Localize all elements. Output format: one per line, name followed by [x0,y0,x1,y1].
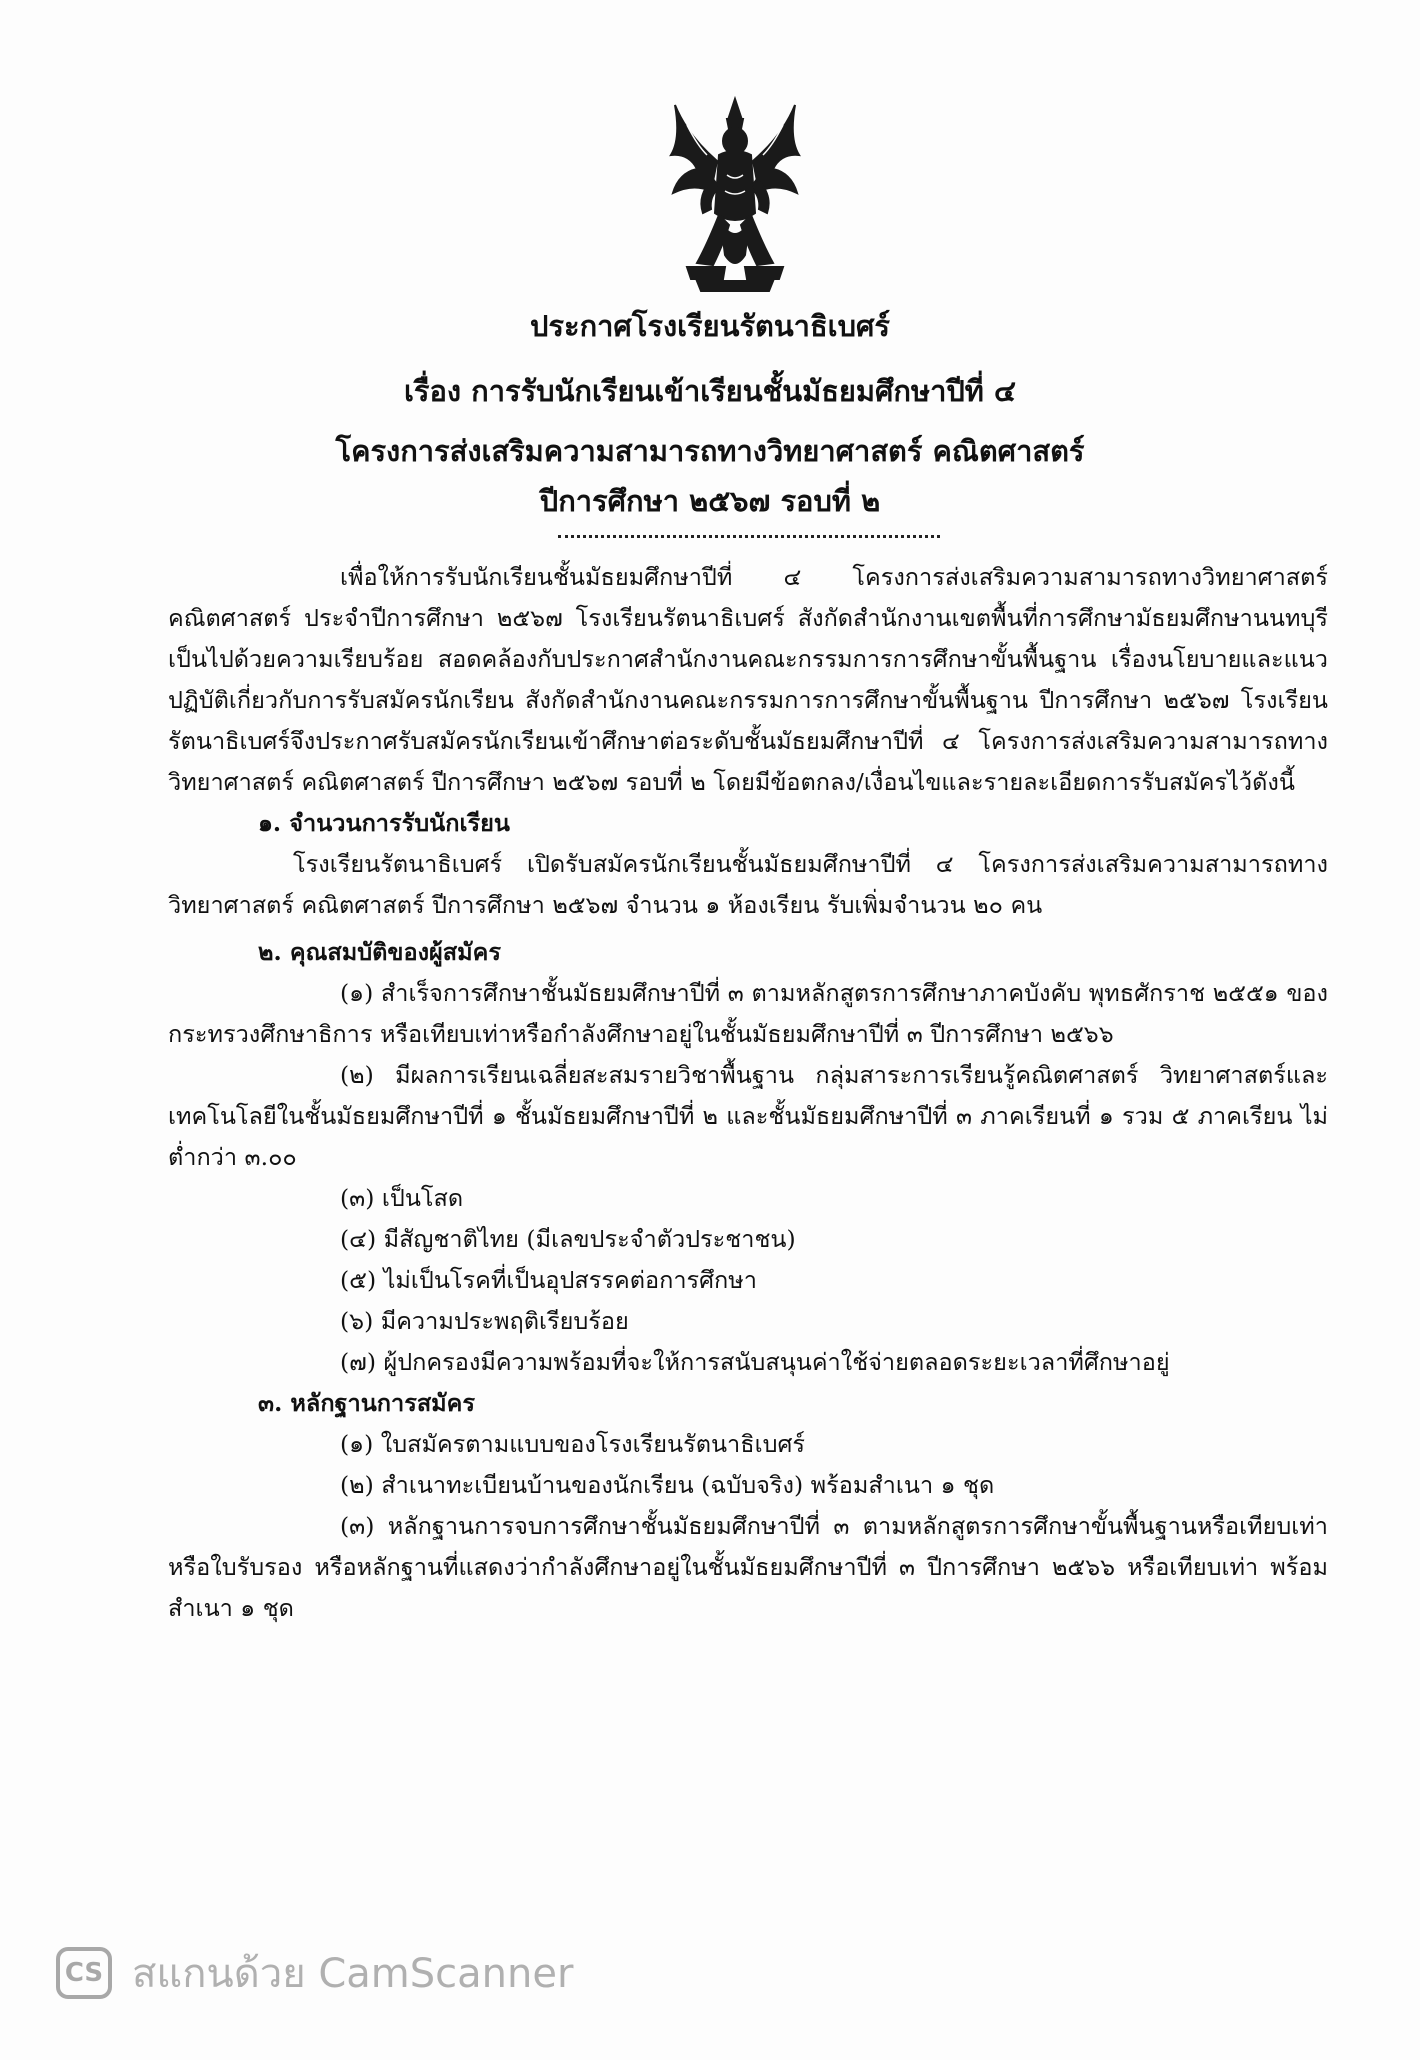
camscanner-logo-icon: CS [56,1947,112,1999]
announcement-year: ปีการศึกษา ๒๕๖๗ รอบที่ ๒ [539,484,881,518]
list-item: (๒) มีผลการเรียนเฉลี่ยสะสมรายวิชาพื้นฐาน กลุ่มสาระการเรียนรู้คณิตศาสตร์ วิทยาศาสตร์และเทคโนโลยีในชั้นมัธยมศึกษาปีที่ ๑ ชั้นมัธยมศึกษาปีที่ ๒ และชั้นมัธยมศึกษาปีที่ ๓ ภาคเรียนที่ ๑ รวม ๕ ภาคเรียน ไม่ต่ำกว่า ๓.๐๐ [168,1061,1328,1171]
announcement-title: ประกาศโรงเรียนรัตนาธิเบศร์ [530,309,890,343]
watermark-text: สแกนด้วย CamScanner [132,1951,574,1997]
list-item: (๒) สำเนาทะเบียนบ้านของนักเรียน (ฉบับจริง) พร้อมสำเนา ๑ ชุด [340,1471,995,1499]
section-title: ๓. หลักฐานการสมัคร [258,1389,475,1417]
list-item: (๔) มีสัญชาติไทย (มีเลขประจำตัวประชาชน) [340,1225,796,1253]
document-body [168,557,1328,1629]
announcement-subject: เรื่อง การรับนักเรียนเข้าเรียนชั้นมัธยมศึกษาปีที่ ๔ [404,374,1016,408]
list-item: (๕) ไม่เป็นโรคที่เป็นอุปสรรคต่อการศึกษา [340,1266,757,1294]
section-paragraph: โรงเรียนรัตนาธิเบศร์ เปิดรับสมัครนักเรียนชั้นมัธยมศึกษาปีที่ ๔ โครงการส่งเสริมความสามารถทางวิทยาศาสตร์ คณิตศาสตร์ ปีการศึกษา ๒๕๖๗ จำนวน ๑ ห้องเรียน รับเพิ่มจำนวน ๒๐ คน [168,850,1328,919]
scanner-watermark [56,1943,573,2003]
dotted-divider [558,535,940,538]
intro-paragraph: เพื่อให้การรับนักเรียนชั้นมัธยมศึกษาปีที่ ๔ โครงการส่งเสริมความสามารถทางวิทยาศาสตร์ คณิตศาสตร์ ประจำปีการศึกษา ๒๕๖๗ โรงเรียนรัตนาธิเบศร์ สังกัดสำนักงานเขตพื้นที่การศึกษามัธยมศึกษานนทบุรี เป็นไปด้วยความเรียบร้อย สอดคล้องกับประกาศสำนักงานคณะกรรมการการศึกษาขั้นพื้นฐาน เรื่องนโยบายและแนวปฏิบัติเกี่ยวกับการรับสมัครนักเรียน สังกัดสำนักงานคณะกรรมการการศึกษาขั้นพื้นฐาน ปีการศึกษา ๒๕๖๗ โรงเรียนรัตนาธิเบศร์จึงประกาศรับสมัครนักเรียนเข้าศึกษาต่อระดับชั้นมัธยมศึกษาปีที่ ๔ โครงการส่งเสริมความสามารถทางวิทยาศาสตร์ คณิตศาสตร์ ปีการศึกษา ๒๕๖๗ รอบที่ ๒ โดยมีข้อตกลง/เงื่อนไขและรายละเอียดการรับสมัครไว้ดังนี้ [168,563,1328,796]
list-item: (๓) เป็นโสด [340,1184,464,1212]
section-title: ๑. จำนวนการรับนักเรียน [258,809,510,837]
list-item: (๑) ใบสมัครตามแบบของโรงเรียนรัตนาธิเบศร์ [340,1430,806,1458]
list-item: (๑) สำเร็จการศึกษาชั้นมัธยมศึกษาปีที่ ๓ ตามหลักสูตรการศึกษาภาคบังคับ พุทธศักราช ๒๕๕๑ ของกระทรวงศึกษาธิการ หรือเทียบเท่าหรือกำลังศึกษาอยู่ในชั้นมัธยมศึกษาปีที่ ๓ ปีการศึกษา ๒๕๖๖ [168,979,1328,1048]
announcement-project: โครงการส่งเสริมความสามารถทางวิทยาศาสตร์ คณิตศาสตร์ [335,434,1085,468]
garuda-emblem [667,95,803,295]
list-item: (๖) มีความประพฤติเรียบร้อย [340,1307,629,1335]
list-item: (๓) หลักฐานการจบการศึกษาชั้นมัธยมศึกษาปีที่ ๓ ตามหลักสูตรการศึกษาขั้นพื้นฐานหรือเทียบเท่า หรือใบรับรอง หรือหลักฐานที่แสดงว่ากำลังศึกษาอยู่ในชั้นมัธยมศึกษาปีที่ ๓ ปีการศึกษา ๒๕๖๖ หรือเทียบเท่า พร้อมสำเนา ๑ ชุด [168,1512,1328,1622]
list-item: (๗) ผู้ปกครองมีความพร้อมที่จะให้การสนับสนุนค่าใช้จ่ายตลอดระยะเวลาที่ศึกษาอยู่ [340,1348,1170,1376]
section-title: ๒. คุณสมบัติของผู้สมัคร [258,938,501,966]
